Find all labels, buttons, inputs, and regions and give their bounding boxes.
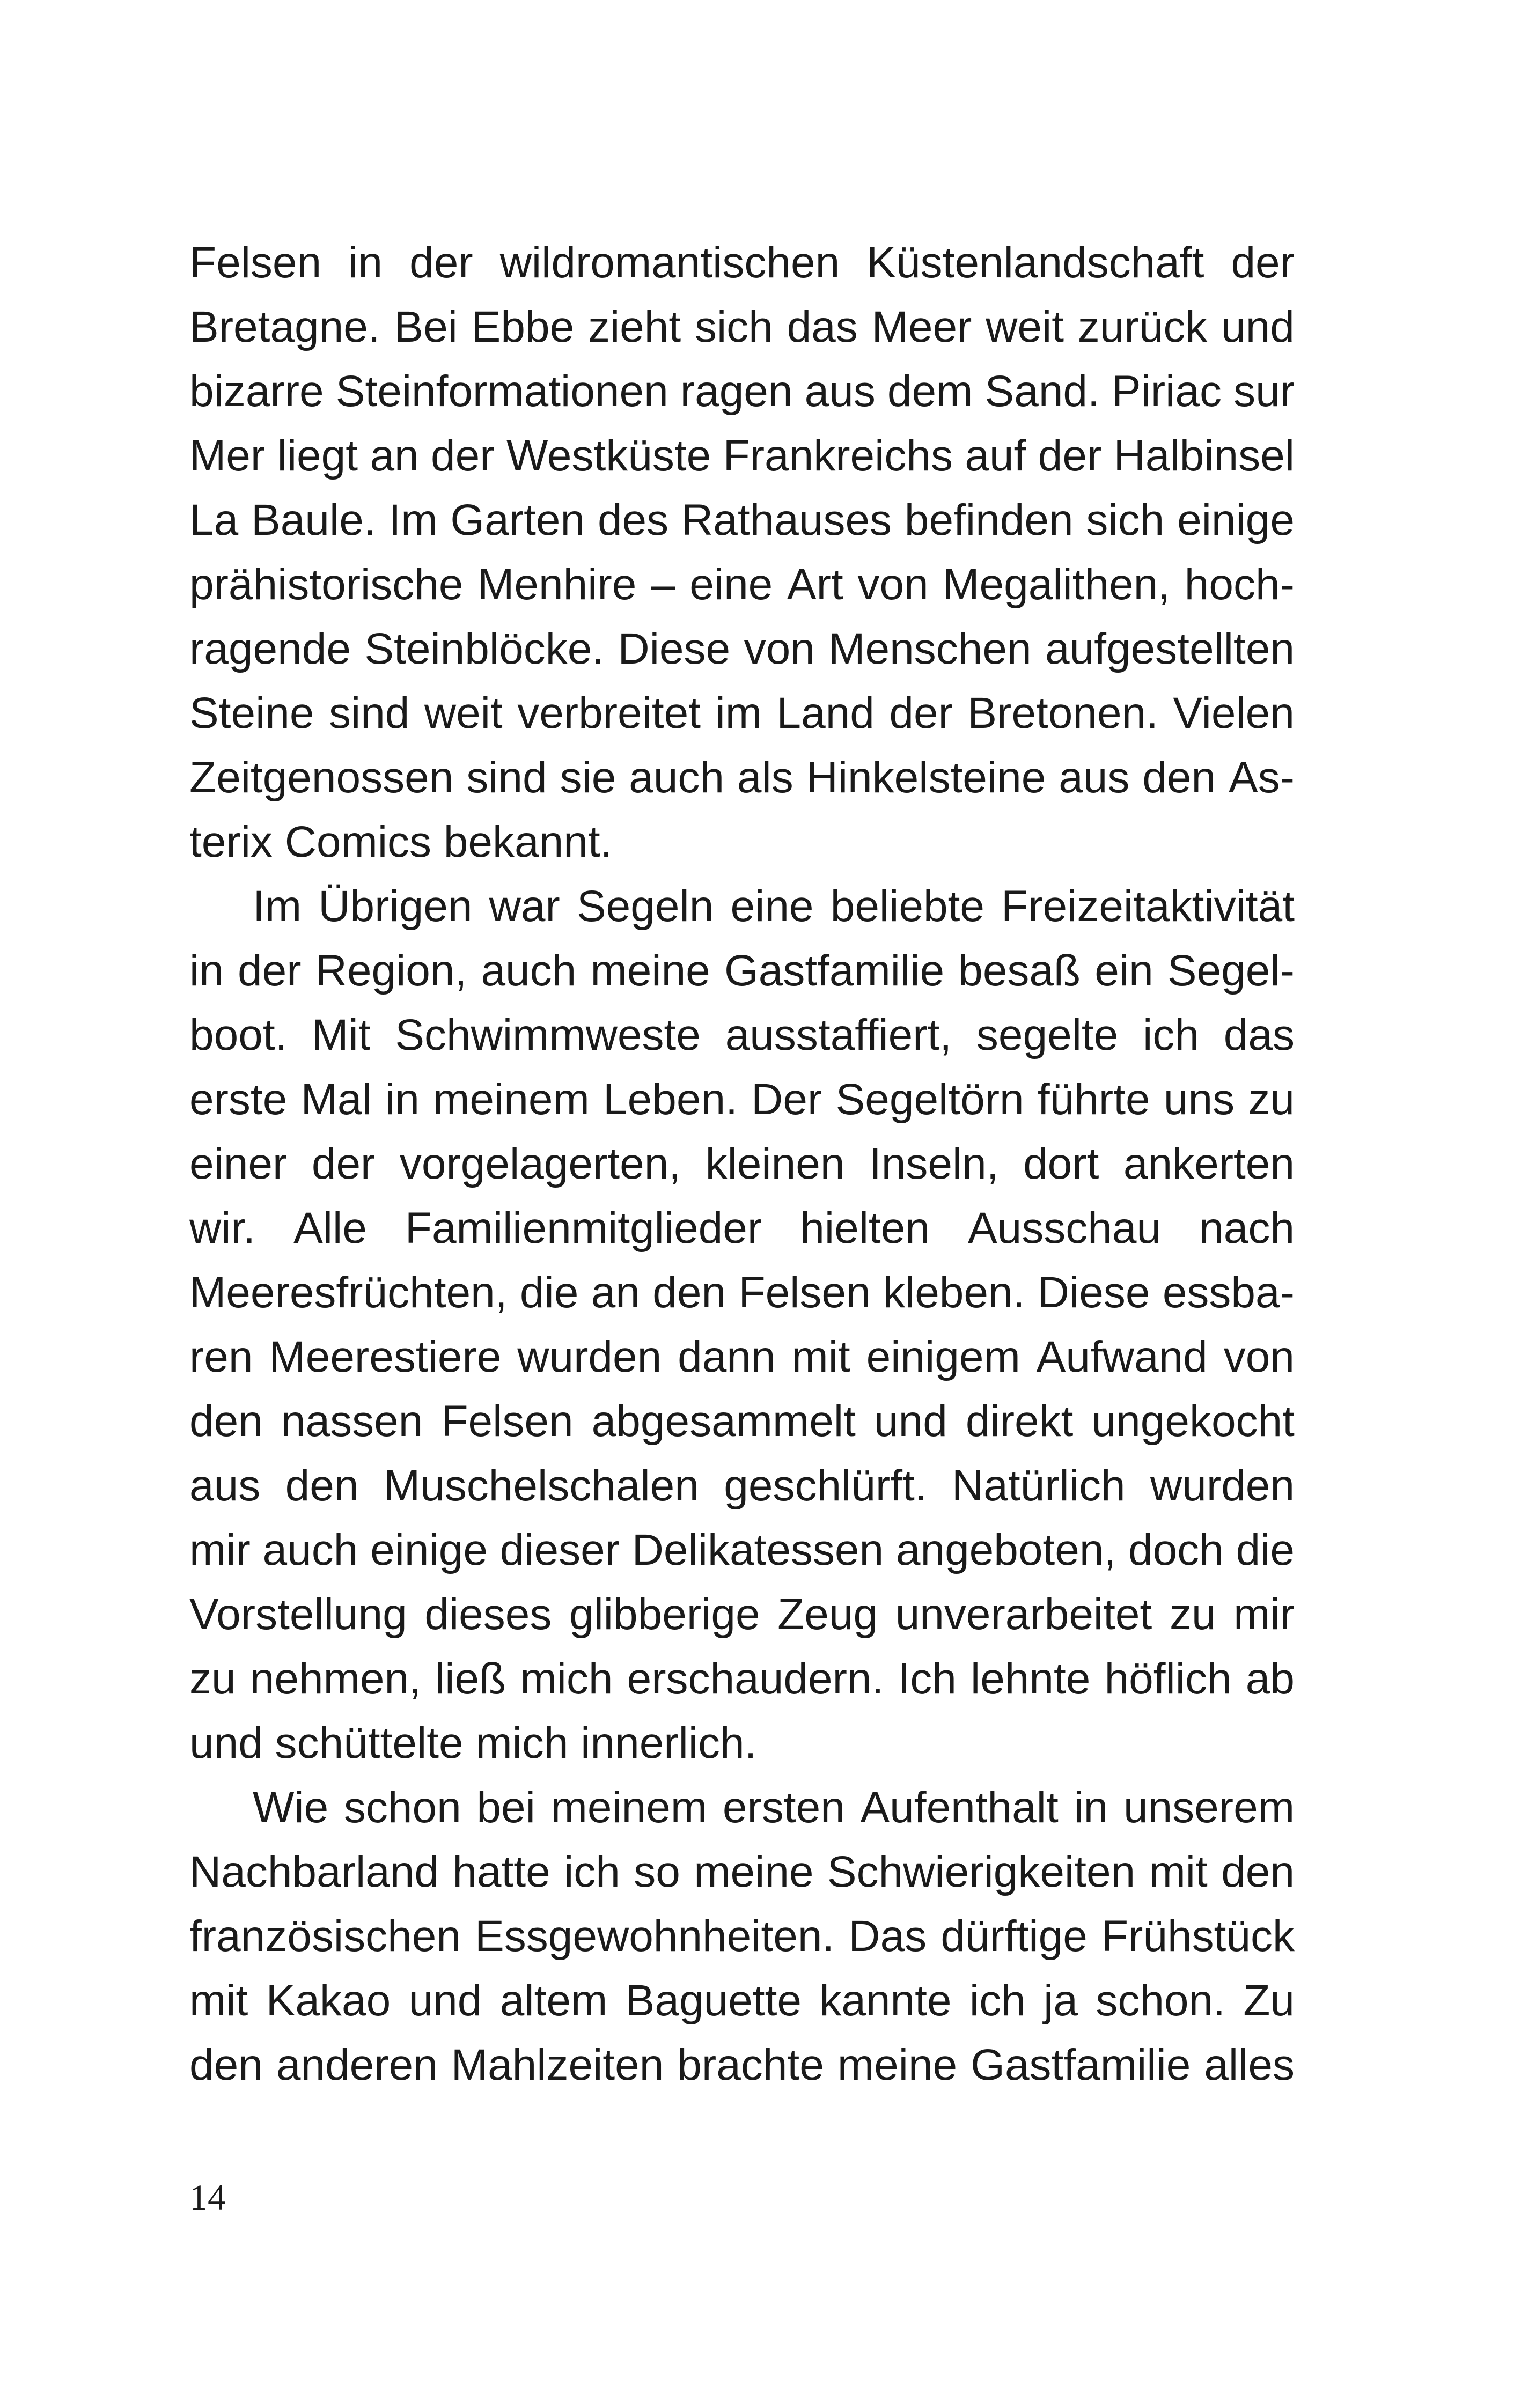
text-line: mit Kakao und altem Baguette kannte ich ja schon. Zu	[189, 1976, 1295, 2025]
text-line: Im Übrigen war Segeln eine beliebte Freizeitaktivität	[253, 882, 1295, 931]
text-line: La Baule. Im Garten des Rathauses befinden sich einige	[189, 496, 1295, 544]
text-line: terix Comics bekannt.	[189, 818, 613, 866]
text-line: Felsen in der wildromantischen Küstenlandschaft der	[189, 238, 1295, 287]
paragraph	[189, 231, 1295, 874]
text-line: wir. Alle Familienmitglieder hielten Ausschau nach	[189, 1204, 1295, 1253]
text-line: französischen Essgewohnheiten. Das dürftige Frühstück	[189, 1912, 1295, 1961]
text-line: Mer liegt an der Westküste Frankreichs auf der Halbinsel	[189, 431, 1295, 480]
paragraph	[189, 874, 1295, 1776]
text-line: mir auch einige dieser Delikatessen angeboten, doch die	[189, 1526, 1295, 1574]
text-line: zu nehmen, ließ mich erschaudern. Ich lehnte höflich ab	[189, 1654, 1295, 1703]
body-text	[189, 231, 1295, 2097]
text-line: Steine sind weit verbreitet im Land der Bretonen. Vielen	[189, 689, 1295, 738]
text-line: in der Region, auch meine Gastfamilie besaß ein Segel-	[189, 946, 1295, 995]
text-line: bizarre Steinformationen ragen aus dem Sand. Piriac sur	[189, 367, 1295, 416]
text-line: Wie schon bei meinem ersten Aufenthalt in unserem	[253, 1783, 1295, 1832]
text-line: ragende Steinblöcke. Diese von Menschen aufgestellten	[189, 624, 1295, 673]
text-line: Meeresfrüchten, die an den Felsen kleben. Diese essba-	[189, 1268, 1295, 1317]
text-line: prähistorische Menhire – eine Art von Megalithen, hoch-	[189, 560, 1295, 609]
text-line: aus den Muschelschalen geschlürft. Natürlich wurden	[189, 1461, 1295, 1510]
page-number: 14	[189, 2177, 226, 2218]
text-line: ren Meerestiere wurden dann mit einigem Aufwand von	[189, 1332, 1295, 1381]
paragraph	[189, 1776, 1295, 2097]
text-line: Zeitgenossen sind sie auch als Hinkelsteine aus den As-	[189, 753, 1295, 802]
text-line: erste Mal in meinem Leben. Der Segeltörn führte uns zu	[189, 1075, 1295, 1124]
text-line: den anderen Mahlzeiten brachte meine Gastfamilie alles	[189, 2041, 1295, 2089]
text-line: einer der vorgelagerten, kleinen Inseln, dort ankerten	[189, 1139, 1295, 1188]
text-line: und schüttelte mich innerlich.	[189, 1719, 757, 1768]
text-line: den nassen Felsen abgesammelt und direkt ungekocht	[189, 1397, 1295, 1446]
text-line: Vorstellung dieses glibberige Zeug unverarbeitet zu mir	[189, 1590, 1295, 1639]
text-line: Bretagne. Bei Ebbe zieht sich das Meer weit zurück und	[189, 303, 1295, 351]
text-line: Nachbarland hatte ich so meine Schwierigkeiten mit den	[189, 1847, 1295, 1896]
text-line: boot. Mit Schwimmweste ausstaffiert, segelte ich das	[189, 1011, 1295, 1059]
